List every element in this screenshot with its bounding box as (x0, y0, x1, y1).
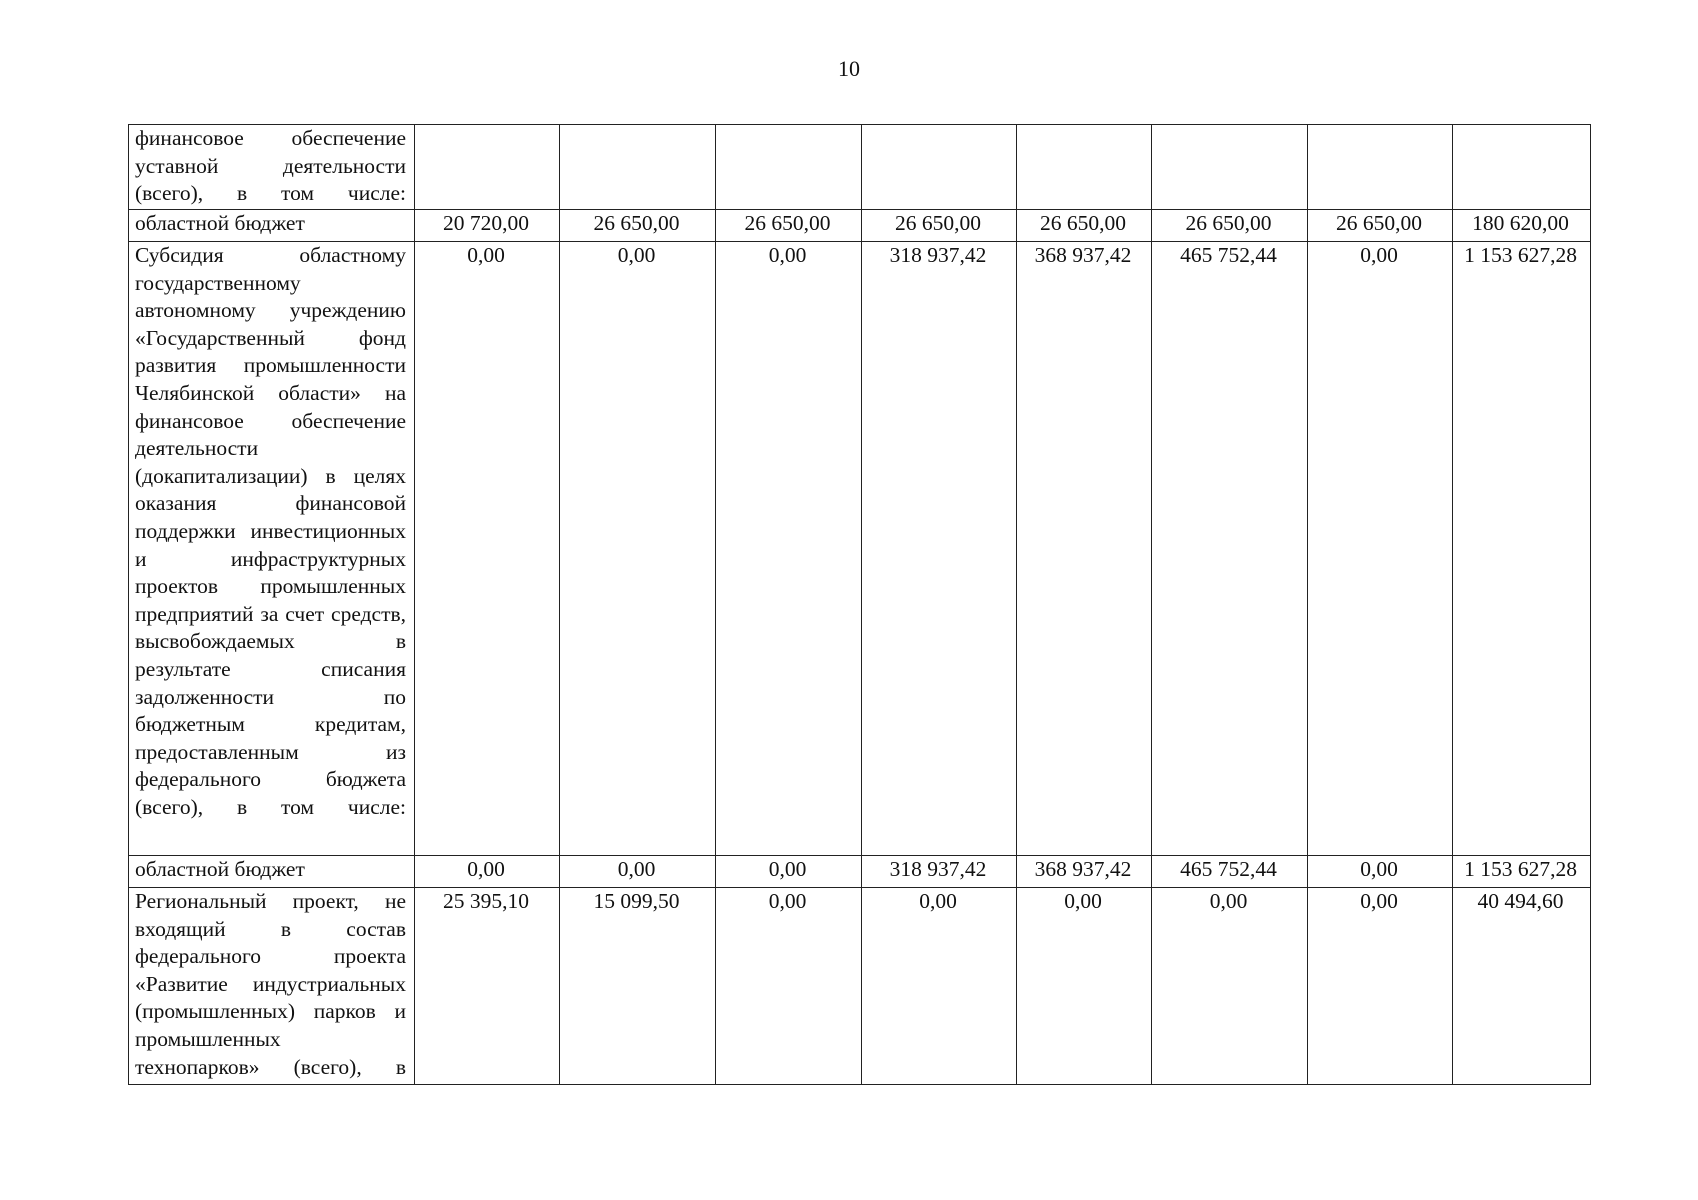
value-cell (415, 125, 560, 210)
value-cell: 26 650,00 (1152, 210, 1308, 242)
total-cell (1453, 125, 1591, 210)
value-cell: 0,00 (716, 856, 862, 888)
value-cell: 0,00 (1308, 242, 1453, 856)
value-cell: 26 650,00 (1308, 210, 1453, 242)
value-cell: 0,00 (716, 242, 862, 856)
value-cell: 0,00 (1017, 888, 1152, 1085)
value-cell (1308, 125, 1453, 210)
row-description: финансовое обеспечение уставной деятельности (всего), в том числе: (129, 125, 415, 210)
table-row (129, 125, 1591, 210)
value-cell: 465 752,44 (1152, 242, 1308, 856)
value-cell (716, 125, 862, 210)
value-cell: 25 395,10 (415, 888, 560, 1085)
value-cell: 0,00 (1308, 856, 1453, 888)
value-cell: 0,00 (862, 888, 1017, 1085)
total-cell: 1 153 627,28 (1453, 242, 1591, 856)
total-cell: 180 620,00 (1453, 210, 1591, 242)
value-cell (1152, 125, 1308, 210)
value-cell: 26 650,00 (716, 210, 862, 242)
value-cell: 368 937,42 (1017, 242, 1152, 856)
value-cell: 20 720,00 (415, 210, 560, 242)
value-cell: 26 650,00 (1017, 210, 1152, 242)
value-cell: 0,00 (560, 856, 716, 888)
row-description: областной бюджет (129, 210, 415, 242)
value-cell: 15 099,50 (560, 888, 716, 1085)
total-cell: 1 153 627,28 (1453, 856, 1591, 888)
total-cell: 40 494,60 (1453, 888, 1591, 1085)
value-cell: 368 937,42 (1017, 856, 1152, 888)
value-cell: 0,00 (415, 242, 560, 856)
value-cell: 26 650,00 (862, 210, 1017, 242)
value-cell: 26 650,00 (560, 210, 716, 242)
row-description: Субсидия областному государственному автономному учреждению «Государственный фонд развития промышленности Челябинской области» на финансовое обеспечение деятельности (докапитализации) в целях оказания финансовой поддержки инвестиционных и инфраструктурных проектов промышленных предприятий за счет средств, высвобождаемых в результате списания задолженности по бюджетным кредитам, предоставленным из федерального бюджета (всего), в том числе: (129, 242, 415, 856)
row-description: областной бюджет (129, 856, 415, 888)
budget-table (128, 124, 1591, 1085)
table-row (129, 888, 1591, 1085)
value-cell: 0,00 (1152, 888, 1308, 1085)
value-cell: 0,00 (716, 888, 862, 1085)
value-cell (862, 125, 1017, 210)
value-cell: 0,00 (415, 856, 560, 888)
table-row (129, 242, 1591, 856)
value-cell (560, 125, 716, 210)
value-cell (1017, 125, 1152, 210)
value-cell: 465 752,44 (1152, 856, 1308, 888)
value-cell: 318 937,42 (862, 242, 1017, 856)
value-cell: 0,00 (1308, 888, 1453, 1085)
page-number: 10 (838, 56, 860, 81)
row-description: Региональный проект, не входящий в состав федерального проекта «Развитие индустриальных (промышленных) парков и промышленных технопарков» (всего), в (129, 888, 415, 1085)
table-row (129, 856, 1591, 888)
table-row (129, 210, 1591, 242)
value-cell: 0,00 (560, 242, 716, 856)
value-cell: 318 937,42 (862, 856, 1017, 888)
